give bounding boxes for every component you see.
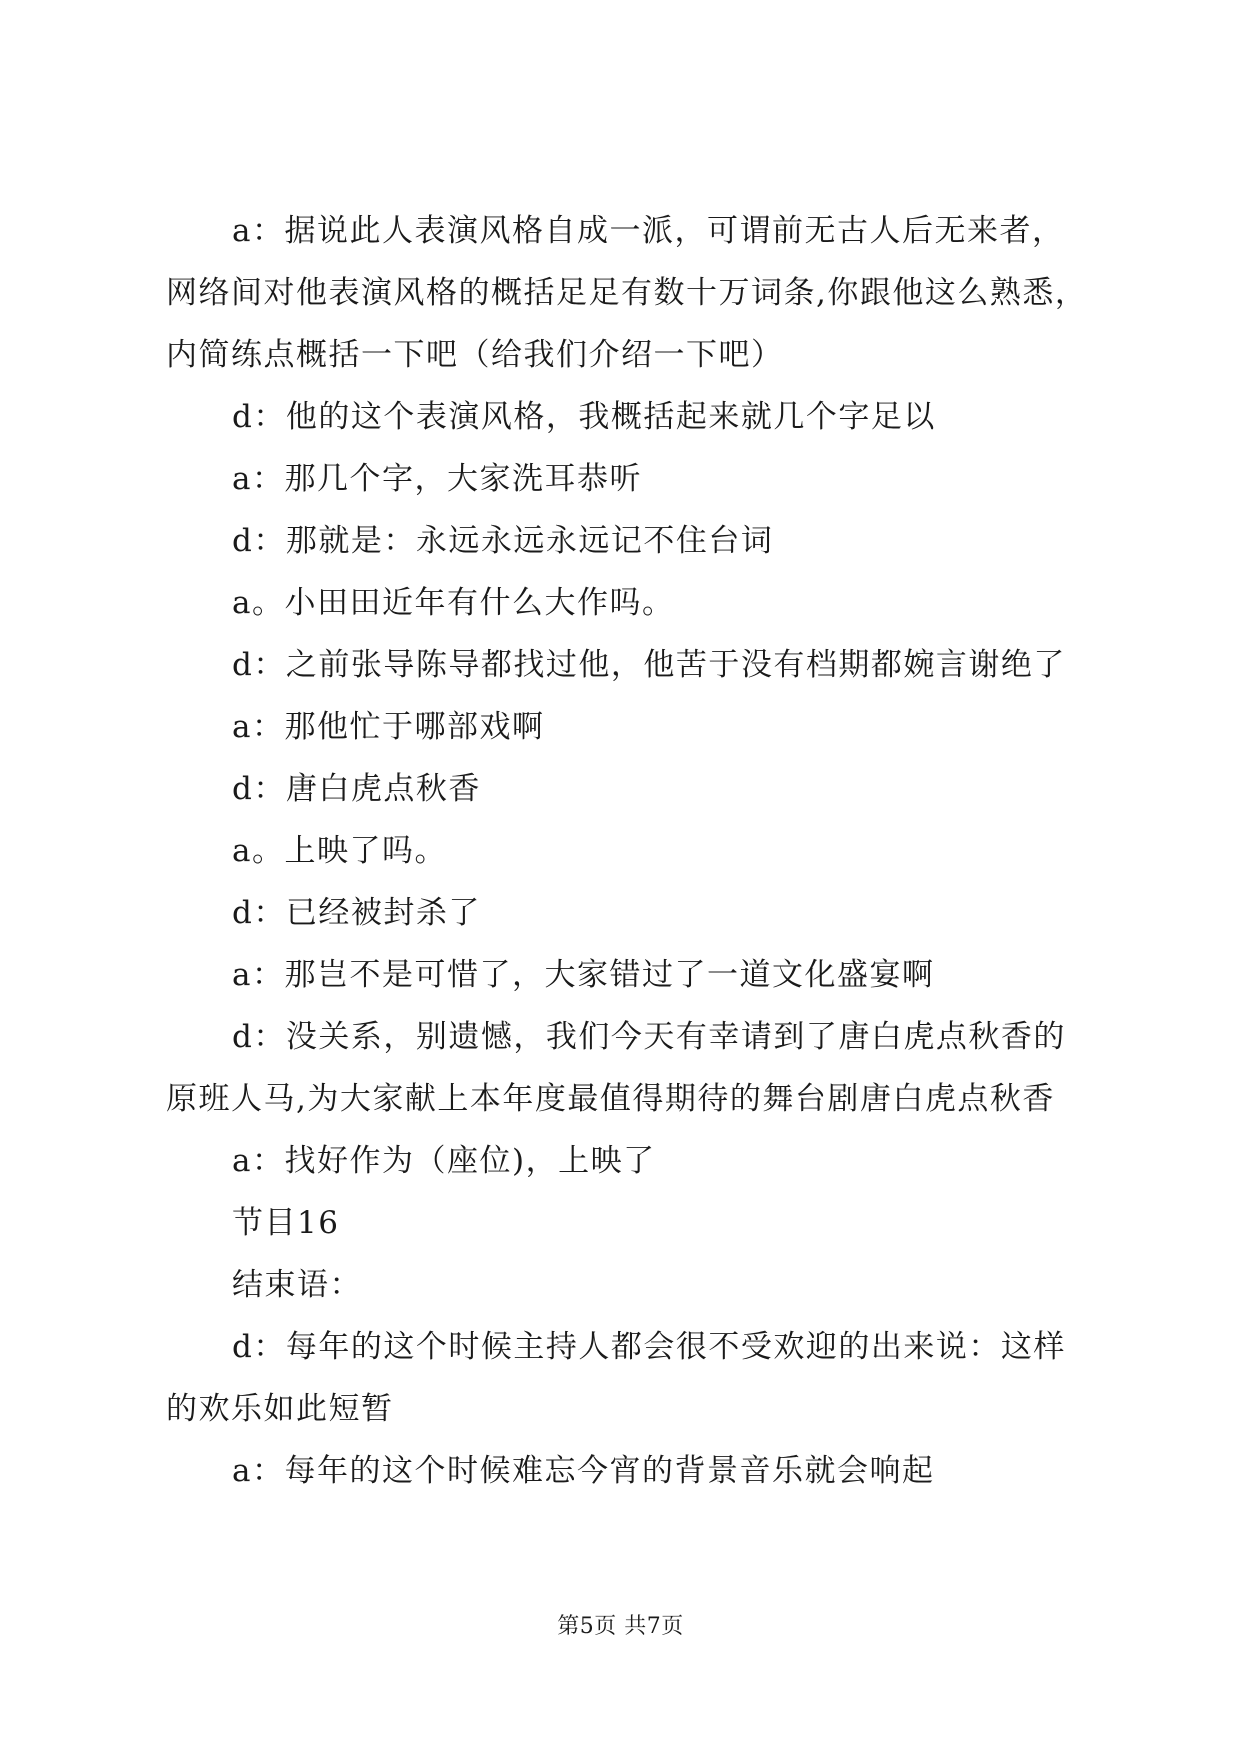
paragraph: 网络间对他表演风格的概括足足有数十万词条,你跟他这么熟悉， <box>166 275 1088 311</box>
section-heading: 结束语： <box>232 1267 362 1303</box>
paragraph: a：那他忙于哪部戏啊 <box>232 709 545 745</box>
paragraph: a。上映了吗。 <box>232 833 447 869</box>
paragraph: a。小田田近年有什么大作吗。 <box>232 585 675 621</box>
paragraph: a：据说此人表演风格自成一派，可谓前无古人后无来者， <box>232 213 1065 249</box>
paragraph: d：他的这个表演风格，我概括起来就几个字足以 <box>232 399 936 435</box>
paragraph: d：那就是：永远永远永远记不住台词 <box>232 523 774 559</box>
paragraph: a：那几个字，大家洗耳恭听 <box>232 461 642 497</box>
paragraph: d：已经被封杀了 <box>232 895 481 931</box>
paragraph: d：唐白虎点秋香 <box>232 771 481 807</box>
paragraph: a：找好作为（座位)，上映了 <box>232 1143 656 1179</box>
paragraph: d：每年的这个时候主持人都会很不受欢迎的出来说：这样 <box>232 1329 1066 1365</box>
paragraph: a：那岂不是可惜了，大家错过了一道文化盛宴啊 <box>232 957 935 993</box>
section-heading: 节目16 <box>232 1205 340 1241</box>
document-body <box>166 200 1106 1502</box>
paragraph: d：没关系，别遗憾，我们今天有幸请到了唐白虎点秋香的 <box>232 1019 1066 1055</box>
page-number-footer: 第5页 共7页 <box>557 1614 684 1639</box>
paragraph: d：之前张导陈导都找过他，他苦于没有档期都婉言谢绝了 <box>232 647 1066 683</box>
paragraph: 内简练点概括一下吧（给我们介绍一下吧） <box>166 337 784 373</box>
paragraph: 原班人马,为大家献上本年度最值得期待的舞台剧唐白虎点秋香 <box>166 1081 1055 1117</box>
paragraph: 的欢乐如此短暂 <box>166 1391 394 1427</box>
paragraph: a：每年的这个时候难忘今宵的背景音乐就会响起 <box>232 1453 935 1489</box>
